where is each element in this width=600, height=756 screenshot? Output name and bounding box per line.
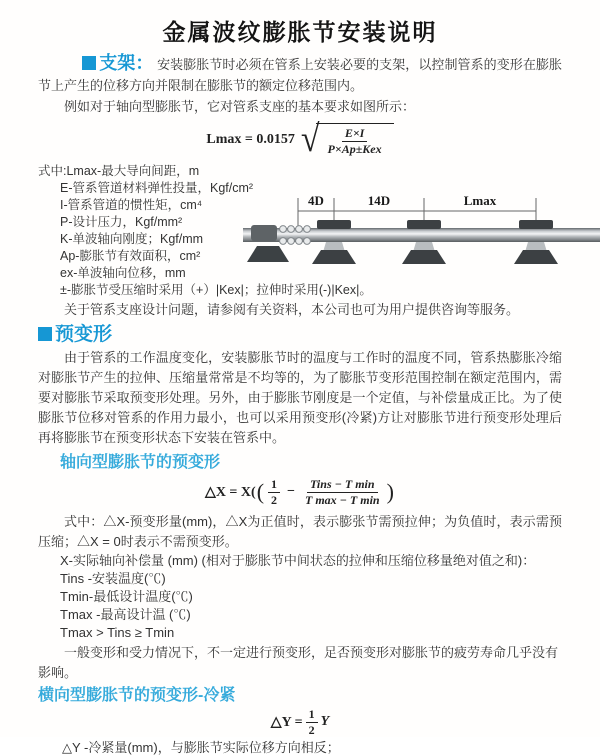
fraction-numerator: 1 [306, 707, 318, 723]
support-paragraph [38, 53, 562, 96]
pipe-support-diagram [243, 190, 600, 290]
lateral-coldpull-formula [38, 705, 562, 739]
page-title: 金属波纹膨胀节安装说明 [162, 19, 438, 45]
predeform-body: 由于管系的工作温度变化，安装膨胀节时的温度与工作时的温度不同，管系热膨胀冷缩对膨胀节产生的拉伸、压缩量常常是不均等的，为了膨胀节变形范围控制在额定范围内，需要对膨胀节采取预变形处理。另外，由于膨胀节刚度是一个定值，与补偿量成正比。为了使膨胀节位移对管系的作用力最小，也可以采用预变形(冷紧)方让对膨胀节进行预变形处理后再将膨胀节在预变形状态下安装在管系中。 [38, 350, 562, 445]
definition-line: Ap-膨胀节有效面积，cm² [60, 249, 201, 263]
close-paren: ) [386, 479, 394, 504]
fraction-numerator: Tins − T min [307, 477, 378, 493]
radicand [316, 123, 394, 157]
definition-line: X-实际轴向补偿量 (mm) (相对于膨胀节中间状态的拉伸和压缩位移量绝对值之和)： [60, 553, 536, 568]
fraction-numerator: 1 [268, 477, 280, 493]
axial-note-line: 一般变形和受力情况下，不一定进行预变形，足否预变形对膨胀节的疲劳寿命几乎没有影响。 [38, 645, 559, 680]
fraction-denominator: 2 [271, 492, 278, 507]
open-paren: ( [256, 479, 265, 504]
support-heading-label: 支架： [99, 53, 154, 73]
axial-where-paragraph: 式中：△X-预变形量(mm)，△X为正值时，表示膨张节需预拉伸；为负值时，表示需预压缩；△X = 0时表示不需预变形。 [38, 514, 562, 549]
formula-lhs: △Y = [270, 714, 303, 730]
guide-spacing-formula [38, 117, 562, 163]
fraction-numerator: E×I [342, 126, 368, 142]
dim-label-lmax: Lmax [463, 193, 497, 208]
definition-line: ±-膨胀节受压缩时采用（+）|Kex|；拉伸时采用(-)|Kex|。 [60, 283, 372, 297]
axial-subsection-heading: 轴向型膨胀节的预变形 [60, 454, 221, 471]
lateral-subsection-heading: 横向型膨胀节的预变形-冷紧 [38, 687, 236, 704]
definition-line: Tmax > Tins ≥ Tmin [60, 625, 175, 640]
half-fraction [268, 477, 280, 508]
minus-sign: − [287, 484, 295, 499]
axial-predeform-formula [38, 472, 562, 512]
definition-line: ex-单波轴向位移，mm [60, 266, 186, 280]
definition-line: P-设计压力，Kgf/mm² [60, 215, 183, 229]
definition-line: Tmin-最低设计温度(℃) [60, 589, 193, 604]
radical-sign: √ [300, 118, 320, 161]
definition-line: I-管系管道的惯性矩，cm⁴ [60, 198, 203, 212]
definition-line: E-管系管道材料弹性投量，Kgf/cm² [60, 181, 254, 195]
fraction-denominator: 2 [308, 722, 315, 737]
formula-rhs: Y [320, 714, 330, 729]
definition-line: Tins -安装温度(℃) [60, 571, 166, 586]
definition-line: K-单波轴向刚度；Kgf/mm [60, 232, 204, 246]
section-bullet-icon [38, 327, 52, 341]
half-fraction [306, 707, 318, 738]
square-root [300, 118, 394, 161]
temperature-fraction [302, 477, 383, 508]
fraction [325, 126, 385, 157]
section-bullet-icon [82, 56, 96, 70]
lateral-note-line: △Y -冷紧量(mm)，与膨胀节实际位移方向相反； [62, 740, 340, 755]
support-intro-text: 安装膨胀节时必须在管系上安装必要的支架，以控制管系的变形在膨胀节上产生的位移方向并限制在膨胀节的额定位移范围内。 [38, 57, 562, 93]
predeform-heading-label: 预变形 [55, 324, 113, 345]
support-section-heading [82, 53, 153, 73]
fraction-denominator: T max − T min [305, 492, 380, 507]
dim-label-14d: 14D [367, 193, 391, 208]
support-note-line: 关于管系支座设计问题，请参阅有关资料，本公司也可为用户提供咨询等服务。 [64, 302, 520, 317]
formula-lhs: △X = X( [205, 484, 256, 500]
dim-label-4d: 4D [308, 193, 324, 208]
formula-lhs: Lmax = 0.0157 [206, 132, 295, 147]
formula-where-line: 式中:Lmax-最大导向间距，m [38, 164, 200, 178]
support-example-line: 例如对于轴向型膨胀节，它对管系支座的基本要求如图所示： [64, 99, 416, 114]
definition-line: Tmax -最高设计温 (℃) [60, 607, 191, 622]
fraction-denominator: P×Ap±Kex [327, 142, 382, 156]
predeform-section-heading [38, 324, 562, 346]
